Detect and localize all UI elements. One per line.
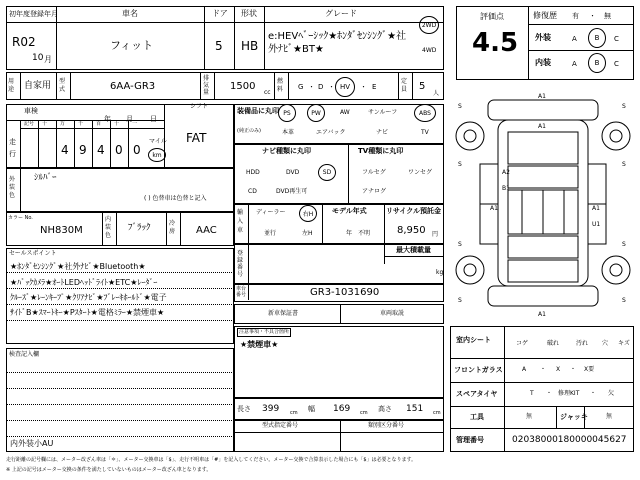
trunk-outline	[508, 260, 578, 282]
inspector-bottom-note: 内外装小AU	[10, 439, 54, 448]
mileage-section-label: 走行	[9, 138, 16, 158]
month-unit: 月	[44, 55, 52, 64]
navi-sd-circled: SD	[318, 164, 336, 181]
import-parallel: 並行	[264, 230, 277, 237]
width-value: 169	[333, 404, 351, 414]
equipment-sublabel: (純正のみ)	[237, 128, 261, 134]
color-value: ｼﾙﾊﾞｰ	[34, 173, 57, 183]
height-value: 151	[406, 404, 424, 414]
diagram-label-front: A1	[538, 93, 546, 100]
s-mark: S	[622, 161, 626, 168]
model-value: 6AA-GR3	[110, 81, 156, 92]
windshield-outline	[508, 166, 578, 188]
equip-tv: TV	[421, 129, 429, 136]
sales-point-line: ｸﾙｰｽﾞ★ﾚｰﾝｷｰﾌﾟ★ｸﾘｱﾅﾋﾞ★ﾌﾞﾚｰｷﾎｰﾙﾄﾞ★電子	[10, 293, 167, 302]
glass-x-required: X要	[584, 366, 595, 373]
diagram-label-left-rear: A1	[490, 205, 498, 212]
interior-grade-a: A	[572, 60, 577, 68]
tv-analog: アナログ	[362, 188, 387, 195]
new-car-warranty: 新車保証書	[268, 310, 299, 317]
s-mark: S	[622, 103, 626, 110]
exterior-grade-b-circled: B	[588, 28, 606, 48]
wheel-rear-right	[602, 256, 630, 284]
mileage-digit: 0	[133, 143, 141, 157]
inspection-day: 日	[150, 115, 157, 123]
use-value: 自家用	[24, 81, 52, 91]
mgmt-value: 02038000180000045627	[512, 435, 627, 445]
reg-month: 10	[32, 53, 44, 63]
height-unit: cm	[433, 410, 441, 416]
recycle-unit: 円	[432, 231, 439, 238]
length-value: 399	[262, 404, 280, 414]
capacity-label: 定員	[401, 78, 408, 93]
repair-yes: 有	[572, 12, 579, 20]
inspection-label: 車検	[24, 107, 38, 115]
seat-label: 室内シート	[456, 336, 491, 344]
color-note: ( ) 色替車は色替と記入	[144, 195, 207, 202]
mileage-digit: 4	[97, 143, 105, 157]
registration-label: 登録番号	[237, 250, 244, 278]
sales-point-line: ★ﾎﾝﾀﾞｾﾝｼﾝｸﾞ★社外ﾅﾋﾞ★Bluetooth★	[10, 262, 146, 271]
drive-2wd-circled: 2WD	[419, 16, 439, 34]
interior-grade-c: C	[614, 60, 619, 68]
equip-ps-circled: PS	[278, 104, 296, 122]
inspection-year: 年	[104, 115, 111, 123]
fuel-d: D	[318, 83, 324, 91]
capacity-unit: 人	[433, 90, 440, 97]
width-label: 幅	[308, 405, 315, 413]
spare-label: スペアタイヤ	[456, 390, 498, 398]
glass-a: A	[522, 366, 527, 373]
diagram-label-rear: A1	[538, 311, 546, 318]
mileage-header-cell: 万	[60, 121, 66, 127]
door-label: ドア	[212, 9, 228, 18]
diagram-label-right-rear: A1	[592, 205, 600, 212]
mileage-header-cell: 十	[114, 121, 120, 127]
exterior-label: 外装	[535, 33, 551, 42]
fuel-e: E	[372, 83, 377, 91]
equip-abs-circled: ABS	[414, 104, 436, 122]
height-label: 高さ	[378, 405, 392, 413]
interior-grade-b-circled: B	[588, 53, 606, 73]
mileage-header-cell: 記号	[24, 121, 35, 127]
wheel-front-right	[602, 122, 630, 150]
tv-fullseg: フルセグ	[362, 169, 386, 176]
exterior-grade-a: A	[572, 35, 577, 43]
import-label: 輸入車	[237, 209, 244, 234]
import-right-hand-circled: 右H	[299, 205, 317, 222]
s-mark: S	[622, 297, 626, 304]
max-load-label: 最大積載量	[396, 246, 431, 254]
fuel-label: 燃料	[277, 78, 284, 93]
length-unit: cm	[290, 410, 298, 416]
navi-hdd: HDD	[246, 169, 260, 176]
score-label: 評価点	[480, 12, 504, 21]
vehicle-manual: 車両取説	[380, 310, 405, 317]
grade-value: e:HEVﾍﾞｰｼｯｸ★ﾎﾝﾀﾞｾﾝｼﾝｸﾞ★社外ﾅﾋﾞ★BT★	[268, 31, 407, 55]
seat-stain: 汚れ	[576, 340, 589, 347]
door-count: 5	[215, 39, 223, 53]
displacement-unit: cc	[264, 89, 271, 96]
mgmt-label: 管理番号	[456, 436, 484, 444]
recycle-value: 8,950	[397, 225, 426, 236]
car-damage-diagram	[450, 86, 636, 320]
interior-label: 内装	[535, 58, 551, 67]
warranty-row	[234, 304, 444, 324]
recycle-label: リサイクル預託金	[386, 207, 442, 215]
color-section-label: 外装色	[9, 176, 16, 199]
equip-leather: 本革	[282, 129, 295, 136]
s-mark: S	[458, 297, 462, 304]
first-reg-label: 初年度登録年月	[9, 10, 58, 18]
tv-label: TV種類に丸印	[358, 147, 404, 155]
seat-burn: コゲ	[516, 340, 529, 347]
equipment-label: 装備品に丸印	[237, 107, 279, 115]
exterior-grade-c: C	[614, 35, 619, 43]
mileage-unit-mile: マイル	[149, 138, 167, 145]
notes-label: 注意事項・不具合箇所	[239, 329, 290, 335]
mileage-digit: 9	[79, 143, 87, 157]
navi-cd: CD	[248, 188, 257, 195]
model-label: 型式	[59, 78, 66, 93]
inspector-notes-label: 検査記入欄	[9, 351, 40, 358]
s-mark: S	[458, 103, 462, 110]
displacement-label: 排気量	[203, 75, 210, 96]
row-use-model	[6, 72, 444, 100]
mileage-header-cell: 十	[42, 121, 48, 127]
rear-bumper-outline	[488, 286, 598, 306]
shape-label: 形状	[241, 9, 257, 18]
mileage-unit-km-circled: km	[148, 148, 166, 162]
mileage-header-cell: 一	[132, 121, 138, 127]
import-dealer: ディーラー	[256, 209, 286, 216]
use-label: 用途	[8, 78, 15, 93]
s-mark: S	[458, 241, 462, 248]
navi-dvd-playback: DVD再生可	[276, 188, 308, 195]
glass-x: X	[556, 366, 561, 373]
mileage-digit: 4	[61, 143, 69, 157]
diagram-label-right-u: U1	[592, 221, 601, 228]
front-bumper-outline	[488, 100, 598, 120]
wheel-rear-left	[456, 256, 484, 284]
ac-label: 冷房	[169, 220, 176, 235]
model-year-label: モデル年式	[332, 207, 367, 215]
shift-value: FAT	[186, 131, 207, 145]
grade-label: グレード	[325, 9, 357, 18]
length-label: 長さ	[237, 405, 251, 413]
rear-window-outline	[508, 236, 578, 258]
tv-oneseg: ワンセグ	[408, 169, 433, 176]
seat-scratch: キズ	[618, 340, 630, 347]
color-code: NH830M	[40, 225, 83, 236]
tool-value: 無	[526, 413, 533, 420]
diagram-label-left-b: B1	[502, 185, 510, 192]
seat-hole: 穴	[602, 340, 609, 347]
equip-sunroof: サンルーフ	[368, 109, 398, 116]
color-code-label: カラー No.	[8, 215, 33, 221]
seat-tear: 破れ	[547, 340, 560, 347]
mileage-header-cell: 百	[96, 121, 102, 127]
fuel-g: G	[298, 83, 304, 91]
reg-year: R02	[12, 35, 36, 49]
s-mark: S	[622, 241, 626, 248]
max-load-unit: kg	[436, 269, 444, 276]
equip-airbag: エアバック	[316, 129, 346, 136]
drive-4wd: 4WD	[422, 47, 437, 54]
spare-t: T	[530, 390, 534, 397]
footer-line-2: ※ 上記の記号はメーター交換の条件を満たしていないものはメーター改ざん車となります。	[6, 467, 212, 473]
width-unit: cm	[360, 410, 368, 416]
mileage-header-cell: 千	[78, 121, 84, 127]
navi-dvd: DVD	[286, 169, 300, 176]
fuel-hv-circled: HV	[335, 77, 355, 97]
tool-label: 工具	[470, 413, 484, 421]
spare-missing: 欠	[608, 390, 615, 397]
model-year-value: 年 不明	[346, 230, 371, 237]
footer-line-1: 走行距離の記号欄には、メーター改ざん車は「＊」、メーター交換車は「$」、走行不明車は「#」を記入してください。メーター交換で合算表示した場合にも「$」は必要となります。	[6, 457, 417, 463]
diagram-label-hood: A1	[538, 123, 546, 130]
sales-point-line: ｻｲﾄﾞB★ｽﾏｰﾄｷｰ★Pｽﾀｰﾄ★電格ﾐﾗｰ★禁煙車★	[10, 308, 165, 317]
body-shape: HB	[241, 39, 259, 53]
score-value: 4.5	[472, 28, 519, 58]
s-mark: S	[458, 161, 462, 168]
navi-label: ナビ種類に丸印	[262, 147, 311, 155]
mileage-digit: 0	[115, 143, 123, 157]
hood-outline	[508, 132, 578, 164]
wheel-front-left	[456, 122, 484, 150]
chassis-value: GR3-1031690	[310, 287, 380, 298]
notes-value: ★禁煙車★	[240, 340, 279, 349]
repair-label: 修復歴	[533, 11, 557, 20]
repair-no: 無	[604, 12, 611, 20]
category-label: 類別区分番号	[368, 422, 405, 429]
glass-label: フロントガラス	[454, 366, 503, 374]
sales-points-label: セールスポイント	[9, 250, 57, 257]
spare-repair-kit: 修理KIT	[558, 390, 580, 397]
displacement-value: 1500	[230, 81, 256, 92]
car-name: フィット	[110, 39, 154, 52]
capacity-value: 5	[419, 81, 426, 92]
chassis-label: 車台番号	[236, 286, 247, 298]
sales-point-line: ★ﾊﾞｯｸｶﾒﾗ★ｵｰﾄLEDﾍｯﾄﾞﾗｲﾄ★ETC★ﾚｰﾀﾞｰ	[10, 278, 158, 287]
jack-label: ジャッキ	[560, 413, 588, 421]
jack-value: 無	[606, 413, 613, 420]
import-left-hand: 左H	[302, 230, 313, 237]
equip-pw-circled: PW	[307, 104, 325, 122]
car-name-label: 車名	[122, 9, 138, 18]
interior-color-label: 内装色	[105, 216, 112, 239]
diagram-label-left-front: A2	[502, 169, 510, 176]
interior-color: ﾌﾞﾗｯｸ	[128, 223, 151, 233]
equip-navi: ナビ	[376, 129, 389, 136]
shift-label: シフト	[190, 103, 209, 110]
inspection-month: 月	[126, 115, 133, 123]
ac-value: AAC	[196, 225, 217, 236]
type-spec-label: 型式指定番号	[262, 422, 299, 429]
equip-aw: AW	[340, 109, 350, 116]
